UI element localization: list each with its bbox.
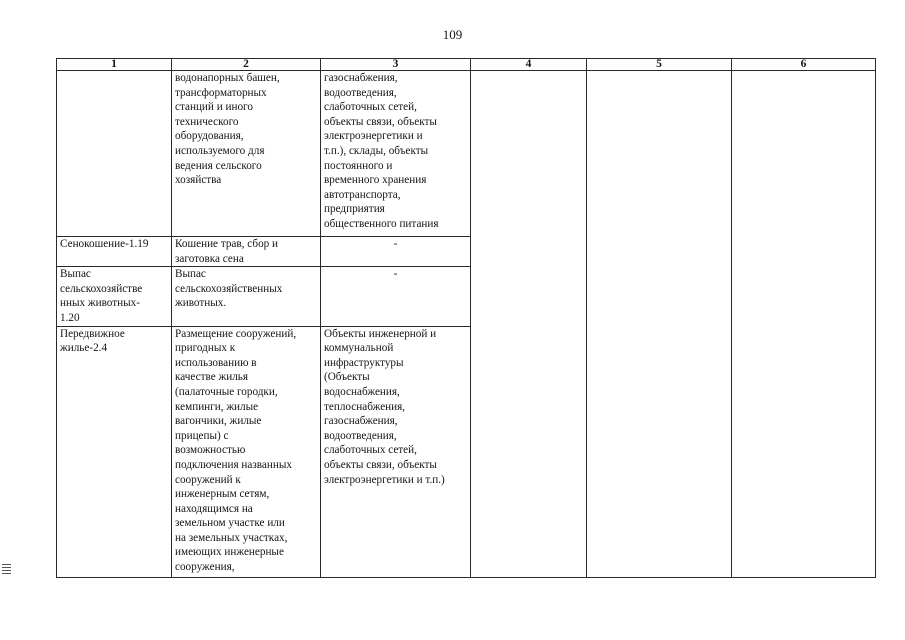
cell-col4-blank xyxy=(471,71,587,578)
column-header-6: 6 xyxy=(732,59,876,71)
cell-description: водонапорных башен, трансформаторных станций и иного технического оборудования, используемого для ведения сельского хозяйства xyxy=(172,71,321,237)
margin-scan-mark xyxy=(2,564,11,576)
cell-use-type: Сенокошение-1.19 xyxy=(57,237,172,267)
table-row xyxy=(57,71,876,237)
column-header-5: 5 xyxy=(587,59,732,71)
cell-auxiliary-uses: - xyxy=(321,237,471,267)
page-number: 109 xyxy=(442,27,463,42)
cell-description: Выпас сельскохозяйственных животных. xyxy=(172,267,321,326)
cell-col6-blank xyxy=(732,71,876,578)
column-header-3: 3 xyxy=(321,59,471,71)
cell-auxiliary-uses: Объекты инженерной и коммунальной инфраструктуры (Объекты водоснабжения, теплоснабжения, газоснабжения, водоотведения, слаботочных сетей, объекты связи, объекты электроэнергетики и т.п.) xyxy=(321,326,471,577)
cell-description: Размещение сооружений, пригодных к использованию в качестве жилья (палаточные городки, кемпинги, жилые вагончики, жилые прицепы) с возможностью подключения названных сооружений к инженерным сетям, находящимся на земельном участке или на земельных участках, имеющих инженерные сооружения, xyxy=(172,326,321,577)
document-table xyxy=(56,58,876,578)
table-header-row xyxy=(57,59,876,71)
column-header-2: 2 xyxy=(172,59,321,71)
cell-col5-blank xyxy=(587,71,732,578)
column-header-1: 1 xyxy=(57,59,172,71)
cell-use-type xyxy=(57,71,172,237)
column-header-4: 4 xyxy=(471,59,587,71)
cell-use-type: Выпас сельскохозяйстве нных животных- 1.20 xyxy=(57,267,172,326)
cell-use-type: Передвижное жилье-2.4 xyxy=(57,326,172,577)
cell-description: Кошение трав, сбор и заготовка сена xyxy=(172,237,321,267)
cell-auxiliary-uses: - xyxy=(321,267,471,326)
cell-auxiliary-uses: газоснабжения, водоотведения, слаботочных сетей, объекты связи, объекты электроэнергетики и т.п.), склады, объекты постоянного и временного хранения автотранспорта, предприятия общественного питания xyxy=(321,71,471,237)
